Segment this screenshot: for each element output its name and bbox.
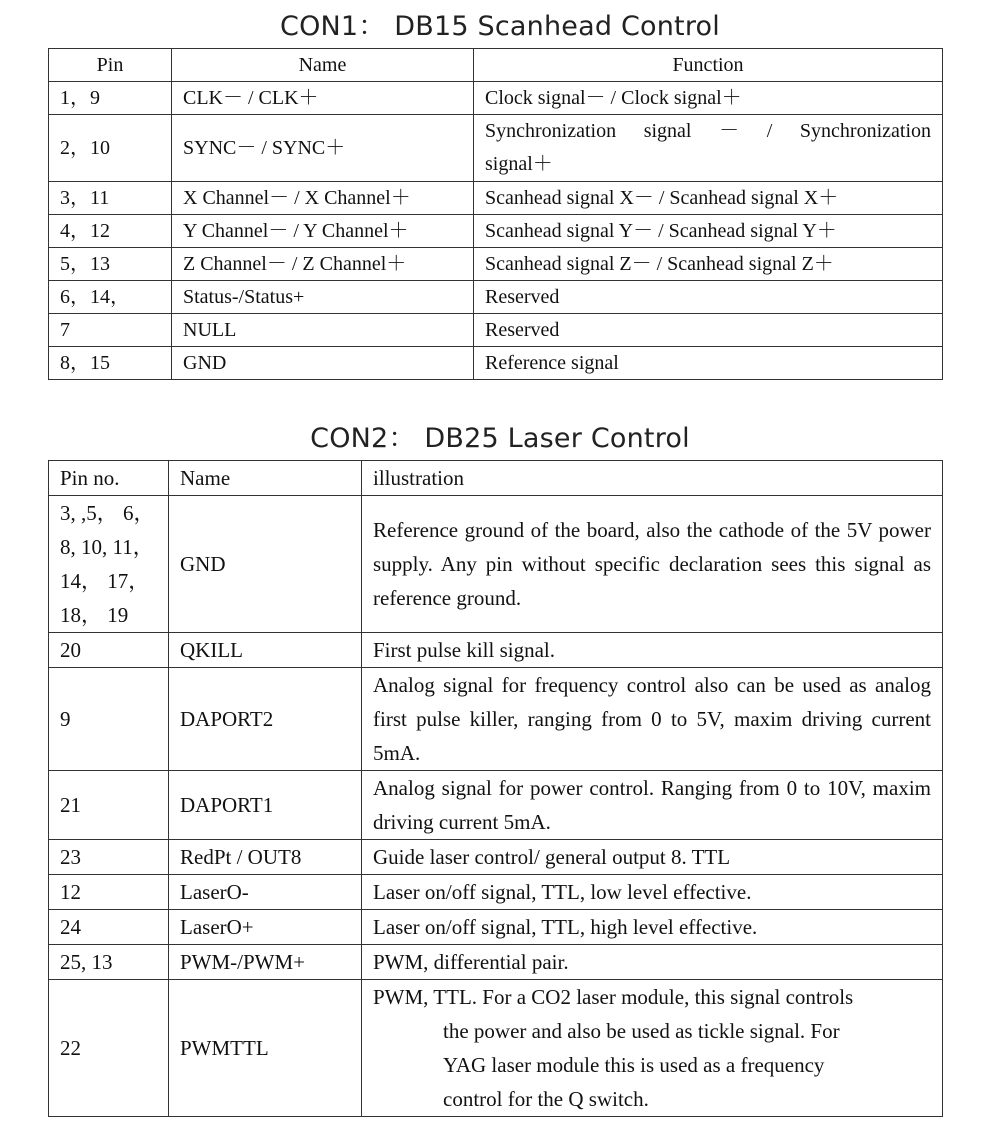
header-name: Name xyxy=(172,49,474,82)
illustration-line: PWM, TTL. For a CO2 laser module, this signal controls xyxy=(373,985,854,1009)
name-cell: NULL xyxy=(172,314,474,347)
function-cell: Scanhead signal Y－ / Scanhead signal Y＋ xyxy=(474,215,943,248)
pin-cell: 6，14， xyxy=(49,281,172,314)
illustration-cell: First pulse kill signal. xyxy=(362,633,943,668)
function-cell: Reserved xyxy=(474,314,943,347)
table-row xyxy=(49,980,943,1117)
illustration-cell: Laser on/off signal, TTL, low level effective. xyxy=(362,875,943,910)
function-cell: Reference signal xyxy=(474,347,943,380)
pin-cell: 9 xyxy=(49,668,169,771)
pin-cell: 22 xyxy=(49,980,169,1117)
function-cell: Reserved xyxy=(474,281,943,314)
illustration-cell: PWM, differential pair. xyxy=(362,945,943,980)
pin-line: 18， 19 xyxy=(60,603,129,627)
table-row xyxy=(49,115,943,182)
illustration-cell: Laser on/off signal, TTL, high level effective. xyxy=(362,910,943,945)
name-cell: LaserO- xyxy=(169,875,362,910)
name-cell: DAPORT2 xyxy=(169,668,362,771)
table-row xyxy=(49,875,943,910)
illustration-cell: Reference ground of the board, also the cathode of the 5V power supply. Any pin without specific declaration sees this signal as reference ground. xyxy=(362,496,943,633)
con1-table xyxy=(48,48,943,380)
illustration-cell: Analog signal for power control. Ranging from 0 to 10V, maxim driving current 5mA. xyxy=(362,771,943,840)
illustration-cell: Guide laser control/ general output 8. TTL xyxy=(362,840,943,875)
name-cell: Status-/Status+ xyxy=(172,281,474,314)
pin-cell: 12 xyxy=(49,875,169,910)
con2-title: CON2： DB25 Laser Control xyxy=(310,423,690,454)
function-line: Synchronization signal － / Synchronization xyxy=(485,120,931,142)
illustration-paragraph xyxy=(373,980,931,1116)
name-cell: Z Channel－ / Z Channel＋ xyxy=(172,248,474,281)
illustration-cell xyxy=(362,980,943,1117)
function-cell xyxy=(474,115,943,182)
name-cell: RedPt / OUT8 xyxy=(169,840,362,875)
illustration-line: the power and also be used as tickle signal. For xyxy=(443,1019,840,1043)
table-header-row xyxy=(49,461,943,496)
name-cell: PWMTTL xyxy=(169,980,362,1117)
function-cell: Scanhead signal X－ / Scanhead signal X＋ xyxy=(474,182,943,215)
name-cell: LaserO+ xyxy=(169,910,362,945)
pin-line: 8, 10, 11， xyxy=(60,535,154,559)
pin-cell: 24 xyxy=(49,910,169,945)
name-cell: SYNC－ / SYNC＋ xyxy=(172,115,474,182)
pin-cell: 4，12 xyxy=(49,215,172,248)
function-cell: Scanhead signal Z－ / Scanhead signal Z＋ xyxy=(474,248,943,281)
table-row xyxy=(49,945,943,980)
pin-cell: 8，15 xyxy=(49,347,172,380)
name-cell: Y Channel－ / Y Channel＋ xyxy=(172,215,474,248)
pin-cell: 2，10 xyxy=(49,115,172,182)
header-name: Name xyxy=(169,461,362,496)
name-cell: PWM-/PWM+ xyxy=(169,945,362,980)
table-row xyxy=(49,82,943,115)
pin-cell: 21 xyxy=(49,771,169,840)
header-function: Function xyxy=(474,49,943,82)
table-row xyxy=(49,215,943,248)
table-row xyxy=(49,668,943,771)
table-header-row xyxy=(49,49,943,82)
pin-cell: 25, 13 xyxy=(49,945,169,980)
table-row xyxy=(49,910,943,945)
name-cell: CLK－ / CLK＋ xyxy=(172,82,474,115)
function-line: signal＋ xyxy=(485,153,553,175)
table-row xyxy=(49,840,943,875)
name-cell: GND xyxy=(169,496,362,633)
name-cell: QKILL xyxy=(169,633,362,668)
table-row xyxy=(49,281,943,314)
table-row xyxy=(49,633,943,668)
illustration-line: control for the Q switch. xyxy=(443,1087,649,1111)
pin-line: 3, ,5， 6， xyxy=(60,501,155,525)
table-row xyxy=(49,314,943,347)
pin-cell: 3，11 xyxy=(49,182,172,215)
header-pin-no: Pin no. xyxy=(49,461,169,496)
pin-cell: 23 xyxy=(49,840,169,875)
name-cell: DAPORT1 xyxy=(169,771,362,840)
table-row xyxy=(49,347,943,380)
pin-cell: 5，13 xyxy=(49,248,172,281)
header-illustration: illustration xyxy=(362,461,943,496)
illustration-line: YAG laser module this is used as a frequency xyxy=(443,1053,825,1077)
header-pin: Pin xyxy=(49,49,172,82)
pin-cell: 20 xyxy=(49,633,169,668)
con2-table xyxy=(48,460,943,1117)
function-cell: Clock signal－ / Clock signal＋ xyxy=(474,82,943,115)
name-cell: GND xyxy=(172,347,474,380)
illustration-cell: Analog signal for frequency control also can be used as analog first pulse killer, ranging from 0 to 5V, maxim driving current 5mA. xyxy=(362,668,943,771)
pin-cell: 7 xyxy=(49,314,172,347)
pin-cell: 1，9 xyxy=(49,82,172,115)
pin-cell xyxy=(49,496,169,633)
table-row xyxy=(49,496,943,633)
name-cell: X Channel－ / X Channel＋ xyxy=(172,182,474,215)
table-row xyxy=(49,248,943,281)
con1-title: CON1： DB15 Scanhead Control xyxy=(280,11,720,42)
table-row xyxy=(49,771,943,840)
table-row xyxy=(49,182,943,215)
pin-line: 14， 17， xyxy=(60,569,150,593)
